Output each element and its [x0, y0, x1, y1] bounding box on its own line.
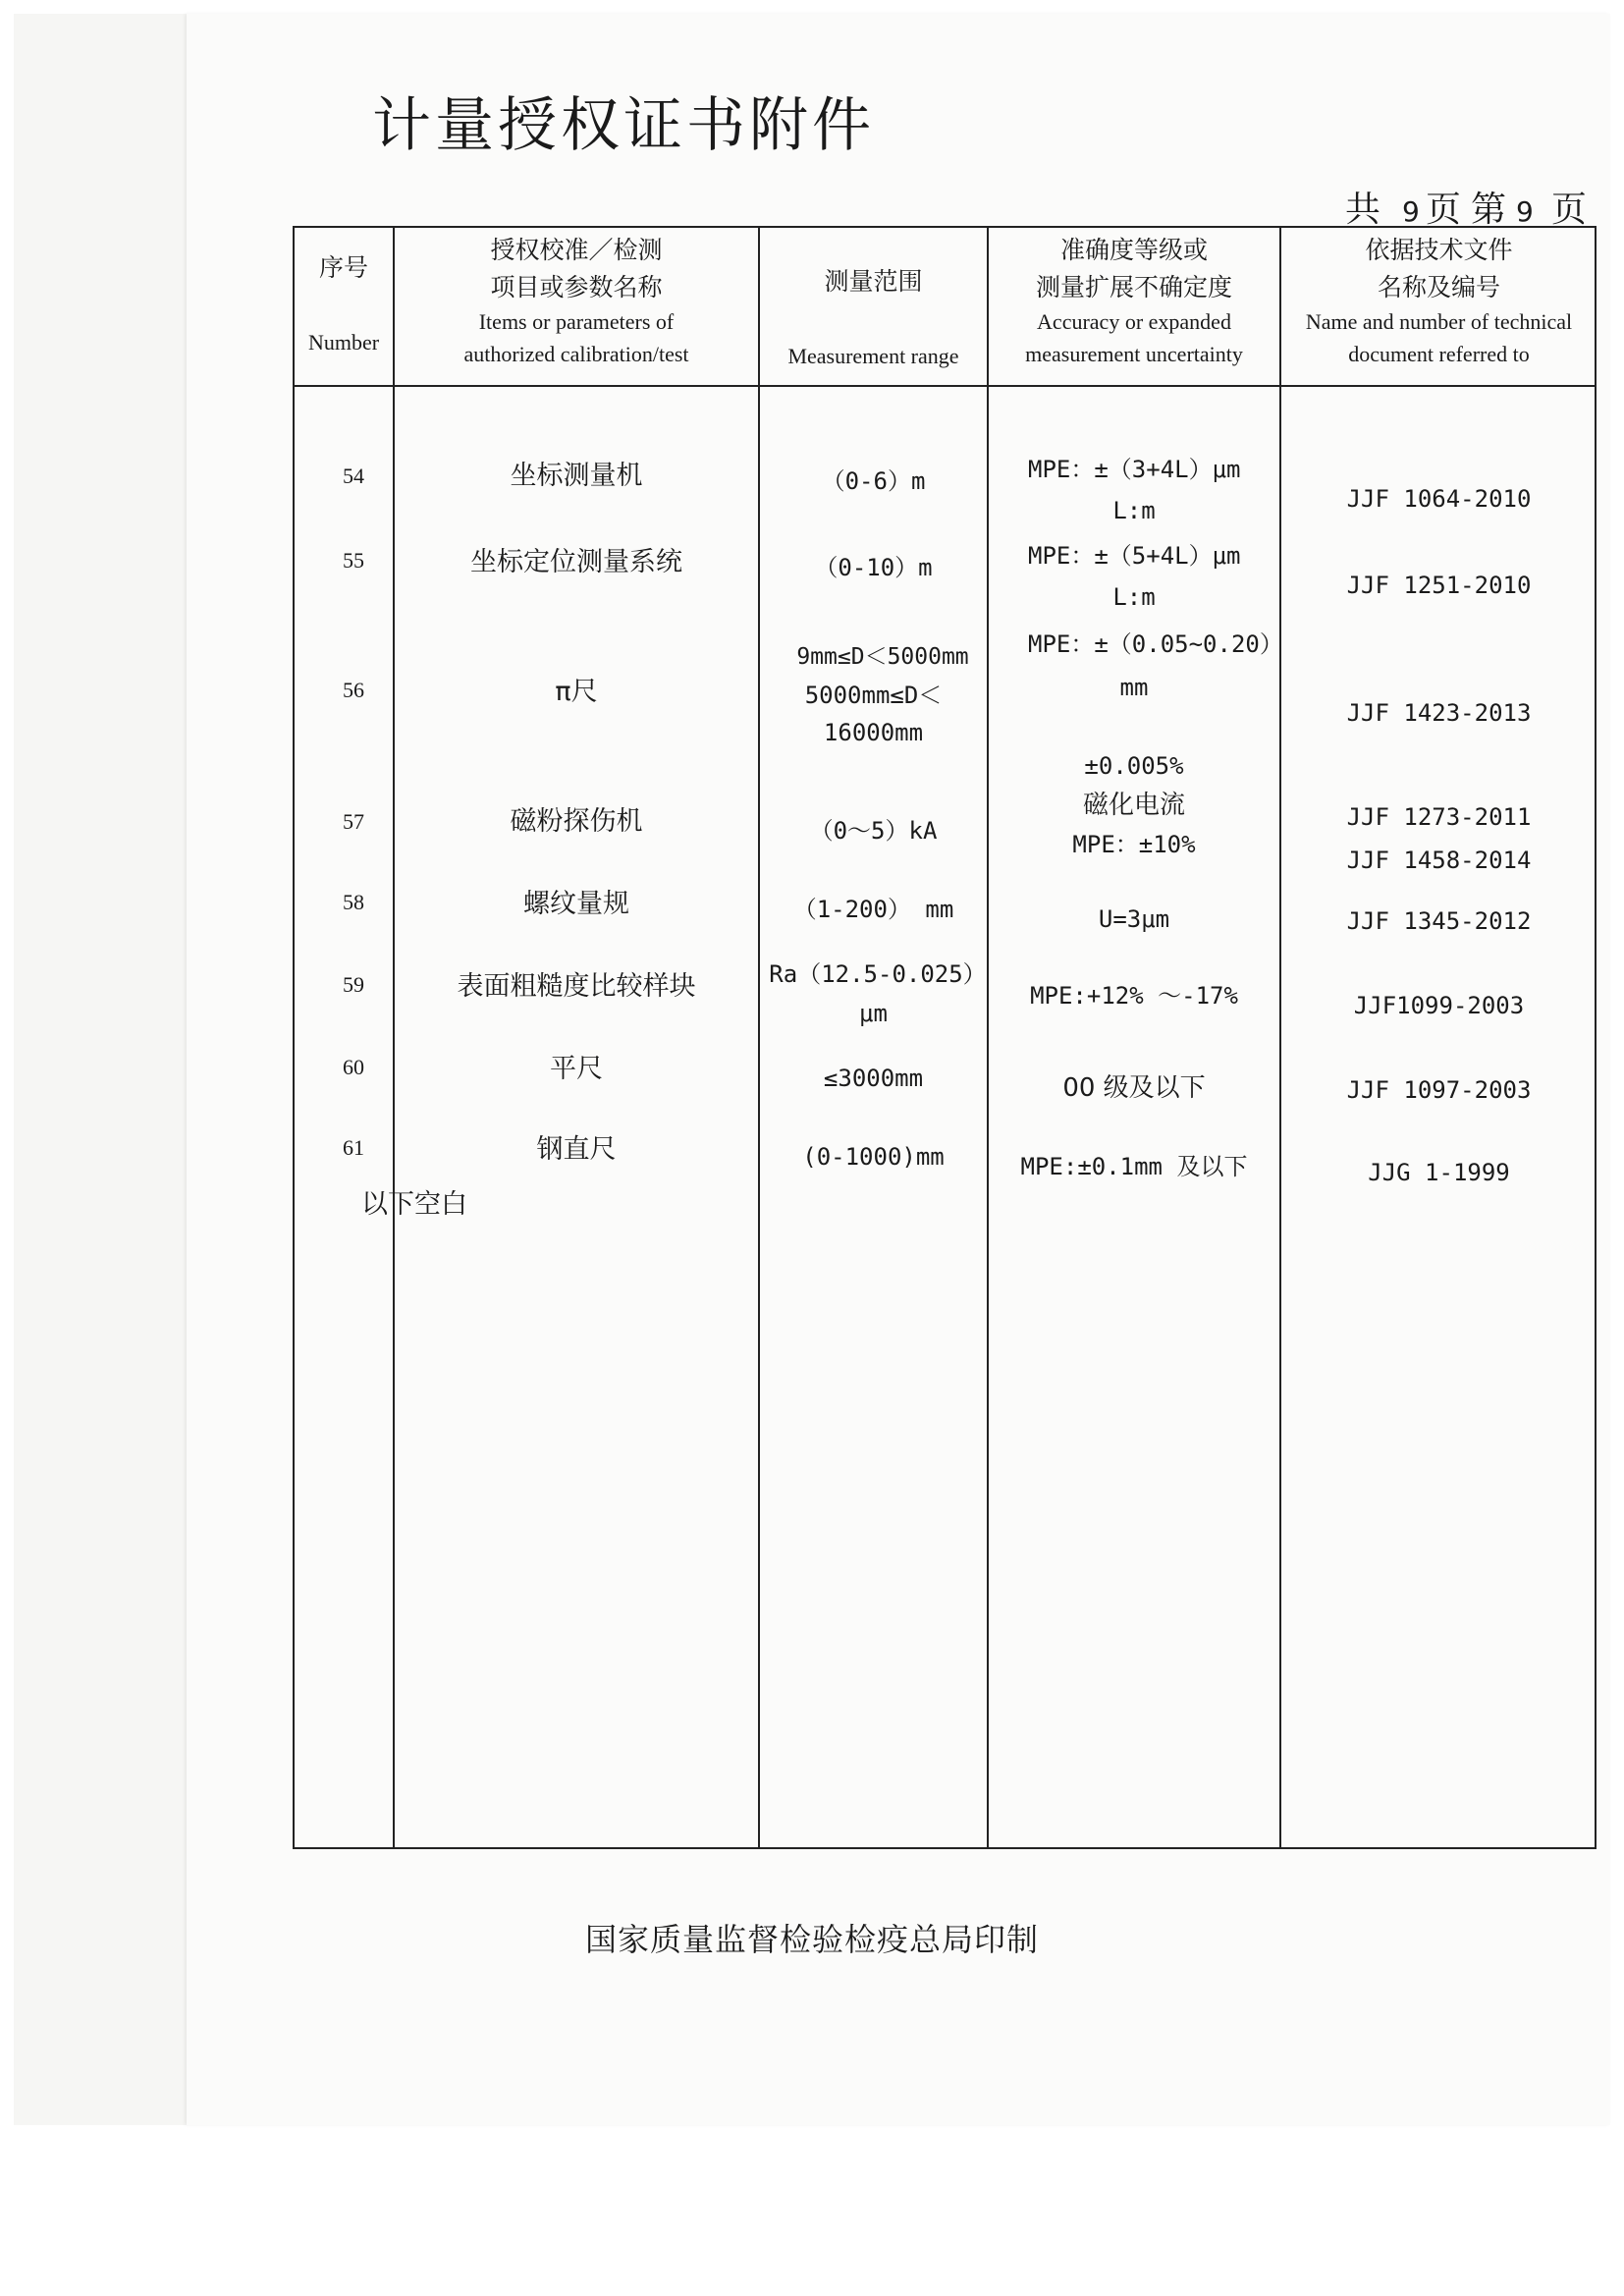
row-accuracy: mm [1119, 674, 1149, 701]
row-document: JJF 1064-2010 [1346, 485, 1532, 513]
header-doc-en-2: document referred to [1348, 342, 1530, 366]
row-accuracy: 磁化电流 [1082, 791, 1185, 820]
row-accuracy: 00 级及以下 [1062, 1073, 1206, 1103]
row-number: 57 [343, 809, 364, 834]
row-item: 磁粉探伤机 [510, 806, 643, 837]
page-info [1345, 182, 1600, 231]
header-item-en-1: Items or parameters of [478, 309, 675, 334]
row-number: 56 [343, 678, 364, 702]
row-range: 9mm≤D＜5000mm [796, 644, 969, 670]
row-range: μm [859, 1000, 888, 1027]
row-number: 54 [343, 464, 364, 488]
footer-printer: 国家质量监督检验检疫总局印制 [584, 1921, 1039, 1958]
header-number [295, 249, 393, 358]
row-item: 螺纹量规 [523, 889, 629, 919]
page-nth-label: 第 [1471, 190, 1507, 230]
row-range: （0～5）kA [809, 817, 938, 845]
header-doc-cn-1: 依据技术文件 [1365, 236, 1513, 264]
header-doc-cn-2: 名称及编号 [1377, 272, 1500, 301]
header-item-cn-1: 授权校准／检测 [490, 236, 663, 264]
row-item: 钢直尺 [536, 1134, 617, 1165]
row-range: （0-10）m [814, 554, 933, 581]
header-accuracy [989, 232, 1279, 370]
row-accuracy: MPE：±10% [1072, 831, 1196, 858]
row-item: π尺 [555, 677, 598, 707]
row-number: 58 [343, 890, 364, 914]
row-number: 60 [343, 1055, 364, 1079]
header-number-en: Number [307, 329, 380, 355]
page-total-label: 共 [1345, 190, 1381, 230]
document-title: 计量授权证书附件 [372, 91, 875, 160]
row-document: JJF 1273-2011 [1346, 803, 1532, 831]
header-range-en: Measurement range [787, 343, 959, 368]
row-number: 55 [343, 548, 364, 573]
row-document: JJF1099-2003 [1353, 992, 1525, 1019]
row-accuracy: MPE:+12% ～-17% [1030, 982, 1238, 1010]
row-item: 坐标测量机 [510, 461, 643, 491]
page-total-value: 9 [1402, 195, 1420, 228]
header-range [760, 263, 987, 372]
header-divider [295, 385, 1595, 387]
row-document: JJF 1423-2013 [1346, 699, 1532, 727]
row-document: JJG 1-1999 [1368, 1159, 1510, 1186]
row-item: 表面粗糙度比较样块 [457, 971, 696, 1002]
row-range: ≤3000mm [823, 1065, 924, 1092]
row-range: （0-6）m [821, 467, 926, 495]
row-accuracy: MPE:±0.1mm 及以下 [1020, 1153, 1248, 1180]
row-number: 59 [343, 972, 364, 997]
header-item-cn-2: 项目或参数名称 [490, 272, 663, 301]
row-range: (0-1000)mm [802, 1143, 945, 1171]
row-range: 5000mm≤D＜ [804, 682, 943, 709]
page-label-1: 页 [1426, 190, 1462, 230]
row-range: Ra（12.5-0.025） [769, 960, 987, 988]
row-accuracy: U=3μm [1098, 905, 1170, 933]
row-item: 坐标定位测量系统 [470, 547, 682, 577]
row-range: 16000mm [823, 719, 924, 746]
header-acc-cn-2: 测量扩展不确定度 [1035, 272, 1232, 301]
header-range-cn: 测量范围 [824, 267, 923, 296]
row-document: JJF 1458-2014 [1346, 847, 1532, 874]
row-accuracy: L:m [1112, 583, 1156, 611]
row-accuracy: MPE：±（3+4L）μm [1028, 456, 1241, 483]
header-item-en-2: authorized calibration/test [463, 342, 689, 366]
row-accuracy: ±0.005% [1084, 752, 1184, 780]
page-label-2: 页 [1551, 190, 1588, 230]
row-item: 平尺 [550, 1054, 603, 1084]
row-document: JJF 1097-2003 [1346, 1076, 1532, 1104]
header-acc-cn-1: 准确度等级或 [1059, 236, 1208, 264]
blank-below-note: 以下空白 [361, 1189, 467, 1220]
header-acc-en-1: Accuracy or expanded [1037, 309, 1231, 334]
row-document: JJF 1251-2010 [1346, 572, 1532, 599]
row-accuracy: L:m [1112, 497, 1156, 524]
page-nth-value: 9 [1516, 195, 1534, 228]
row-accuracy: MPE：±（5+4L）μm [1028, 542, 1241, 570]
row-document: JJF 1345-2012 [1346, 907, 1532, 935]
header-acc-en-2: measurement uncertainty [1025, 342, 1243, 366]
row-number: 61 [343, 1135, 364, 1160]
authorization-table [293, 226, 1597, 1849]
header-number-cn: 序号 [318, 253, 368, 282]
row-accuracy: MPE：±（0.05~0.20） [1028, 630, 1283, 658]
header-item [395, 232, 758, 370]
header-doc-en-1: Name and number of technical [1305, 309, 1573, 334]
header-document [1281, 232, 1597, 370]
row-range: （1-200） mm [792, 896, 954, 923]
